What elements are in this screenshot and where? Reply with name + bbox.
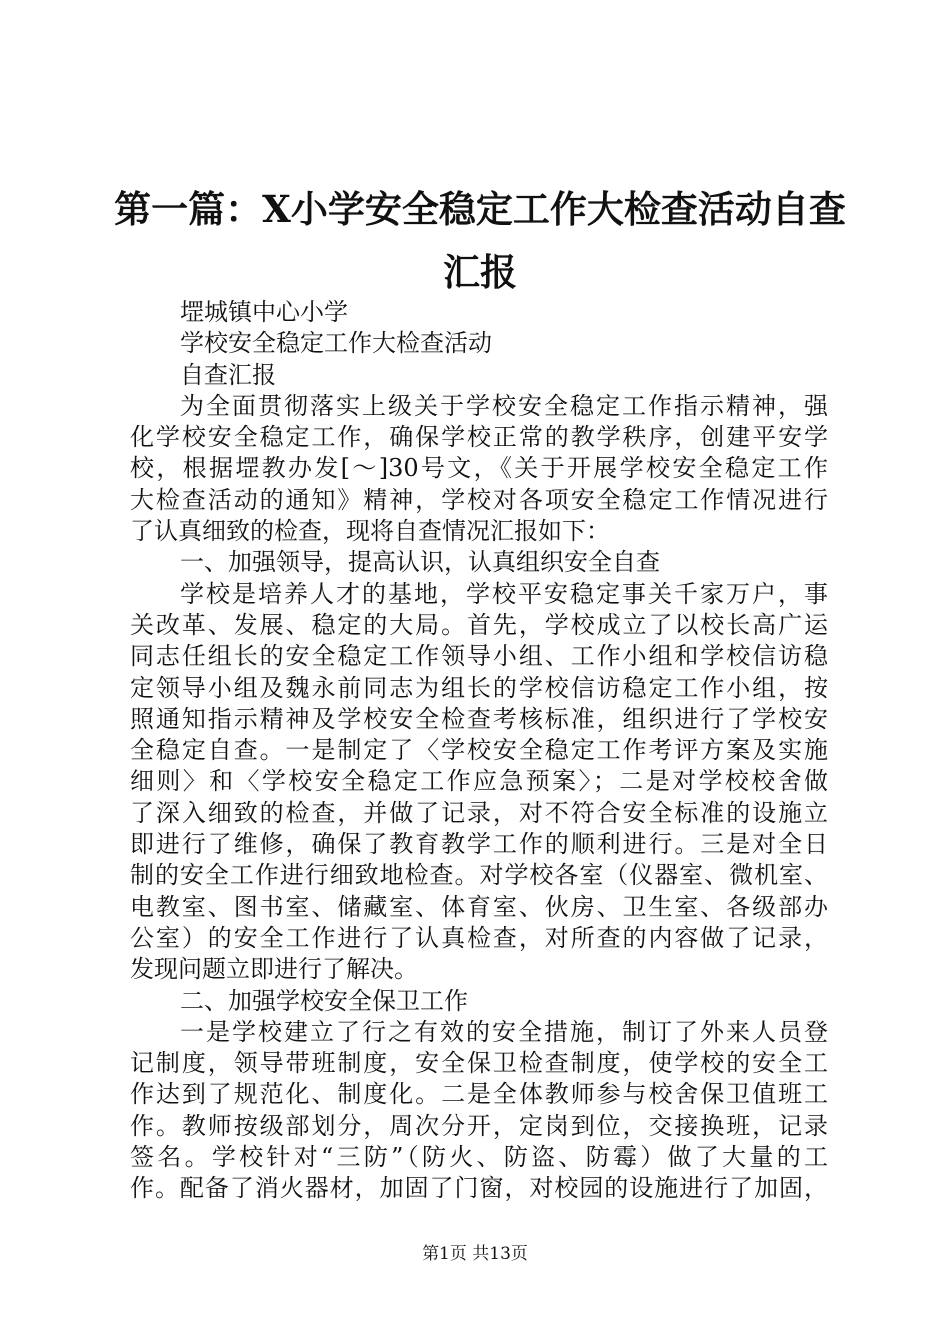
document-title — [110, 178, 850, 304]
body-line: 校，根据堽教办发[～]30号文，《关于开展学校安全稳定工作 — [130, 454, 828, 483]
body-line: 自查汇报 — [180, 360, 276, 389]
body-line: 电教室、图书室、储藏室、体育室、伙房、卫生室、各级部办 — [130, 892, 828, 921]
page-footer: 第1页 共13页 — [422, 1244, 528, 1264]
body-line: 学校是培养人才的基地，学校平安稳定事关千家万户，事 — [180, 579, 828, 608]
body-line: 了深入细致的检查，并做了记录，对不符合安全标准的设施立 — [130, 798, 828, 827]
body-line: 了认真细致的检查，现将自查情况汇报如下： — [130, 517, 610, 546]
body-line: 发现问题立即进行了解决。 — [130, 955, 418, 984]
body-line: 堽城镇中心小学 — [180, 298, 348, 326]
body-line: 学校安全稳定工作大检查活动 — [180, 329, 492, 358]
body-line: 大检查活动的通知》精神，学校对各项安全稳定工作情况进行 — [130, 485, 828, 514]
document-body — [130, 297, 828, 1205]
body-line: 细则〉和〈学校安全稳定工作应急预案〉；二是对学校校舍做 — [130, 767, 828, 796]
body-line: 二、加强学校安全保卫工作 — [180, 986, 468, 1015]
body-line: 记制度，领导带班制度，安全保卫检查制度，使学校的安全工 — [130, 1049, 828, 1078]
body-line: 作达到了规范化、制度化。二是全体教师参与校舍保卫值班工 — [130, 1080, 828, 1109]
body-line: 定领导小组及魏永前同志为组长的学校信访稳定工作小组，按 — [130, 673, 828, 702]
body-line: 全稳定自查。一是制定了〈学校安全稳定工作考评方案及实施 — [130, 736, 828, 765]
body-line: 关改革、发展、稳定的大局。首先，学校成立了以校长高广运 — [130, 610, 828, 639]
body-line: 作。配备了消火器材，加固了门窗，对校园的设施进行了加固， — [130, 1174, 828, 1203]
body-line: 化学校安全稳定工作，确保学校正常的教学秩序，创建平安学 — [130, 423, 828, 452]
body-line: 签名。学校针对“三防”（防火、防盗、防霉）做了大量的工 — [130, 1143, 828, 1172]
body-line: 一是学校建立了行之有效的安全措施，制订了外来人员登 — [180, 1017, 828, 1046]
body-line: 公室）的安全工作进行了认真检查，对所查的内容做了记录， — [130, 923, 828, 952]
body-line: 照通知指示精神及学校安全检查考核标准，组织进行了学校安 — [130, 704, 828, 733]
body-line: 一、加强领导，提高认识，认真组织安全自查 — [180, 548, 660, 577]
title-line-1: 第一篇：X小学安全稳定工作大检查活动自查 — [114, 187, 846, 231]
body-line: 同志任组长的安全稳定工作领导小组、工作小组和学校信访稳 — [130, 642, 828, 671]
body-line: 制的安全工作进行细致地检查。对学校各室（仪器室、微机室、 — [130, 861, 828, 890]
title-line-2: 汇报 — [443, 250, 517, 294]
body-line: 为全面贯彻落实上级关于学校安全稳定工作指示精神，强 — [180, 391, 828, 420]
body-line: 即进行了维修，确保了教育教学工作的顺利进行。三是对全日 — [130, 830, 828, 859]
body-line: 作。教师按级部划分，周次分开，定岗到位，交接换班，记录 — [130, 1111, 828, 1140]
